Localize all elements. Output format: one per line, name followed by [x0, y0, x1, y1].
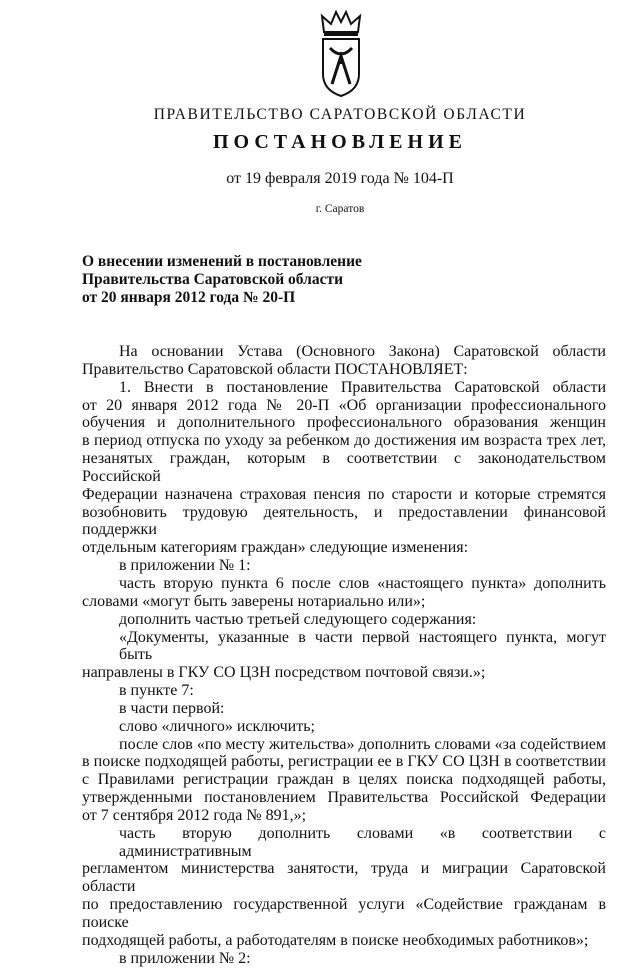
body-line: часть вторую пункта 6 после слов «настоящего пункта» дополнить — [119, 574, 606, 592]
document-date-number: от 19 февраля 2019 года № 104-П — [226, 170, 454, 187]
body-line: часть вторую дополнить словами «в соответствии с административным — [119, 824, 606, 860]
body-line: отдельным категориям граждан» следующие изменения: — [82, 539, 469, 557]
subject-line: от 20 января 2012 года № 20-П — [82, 289, 296, 306]
body-line: в части первой: — [119, 699, 225, 717]
government-name: ПРАВИТЕЛЬСТВО САРАТОВСКОЙ ОБЛАСТИ — [153, 106, 527, 123]
body-line: дополнить частью третьей следующего содержания: — [119, 610, 477, 628]
body-line: «Документы, указанные в части первой настоящего пункта, могут быть — [119, 628, 606, 664]
body-line: утвержденными постановлением Правительства Российской Федерации — [82, 789, 606, 807]
body-line: с Правилами регистрации граждан в целях поиска подходящей работы, — [82, 771, 606, 789]
document-city: г. Саратов — [315, 203, 365, 215]
document-type: ПОСТАНОВЛЕНИЕ — [213, 131, 467, 153]
body-line: Правительство Саратовской области ПОСТАНОВЛЯЕТ: — [82, 360, 468, 378]
body-line: словами «могут быть заверены нотариально или»; — [82, 592, 426, 610]
document-subject — [82, 253, 362, 307]
document-body — [82, 343, 606, 968]
body-line: в пункте 7: — [119, 682, 194, 700]
body-line: обучения и дополнительного профессионального образования женщин — [82, 414, 606, 432]
coat-of-arms-emblem — [318, 8, 364, 98]
body-line: в приложении № 1: — [119, 557, 251, 575]
body-line: по предоставлению государственной услуги «Содействие гражданам в поиске — [82, 896, 606, 931]
body-line: возобновить трудовую деятельность, и предоставлении финансовой поддержки — [82, 503, 606, 539]
body-line: Федерации назначена страховая пенсия по старости и которые стремятся — [82, 485, 606, 503]
subject-line: О внесении изменений в постановление — [82, 253, 362, 270]
body-line: направлены в ГКУ СО ЦЗН посредством почтовой связи.»; — [82, 664, 486, 682]
body-line: регламентом министерства занятости, труда и миграции Саратовской области — [82, 860, 606, 896]
body-line: подходящей работы, а работодателям в поиске необходимых работников»; — [82, 931, 589, 949]
body-line: после слов «по месту жительства» дополнить словами «за содействием — [119, 735, 606, 753]
body-line: На основании Устава (Основного Закона) Саратовской области — [119, 343, 606, 360]
body-line: в приложении № 2: — [119, 949, 251, 967]
subject-line: Правительства Саратовской области — [82, 271, 343, 288]
body-line: в период отпуска по уходу за ребенком до достижения им возраста трех лет, — [82, 432, 606, 450]
body-line: в поиске подходящей работы, регистрации ее в ГКУ СО ЦЗН в соответствии — [82, 753, 606, 771]
body-line: от 20 января 2012 года № 20-П «Об организации профессионального — [82, 396, 606, 414]
body-line: слово «личного» исключить; — [119, 717, 315, 735]
body-line: 1. Внести в постановление Правительства Саратовской области — [119, 378, 606, 396]
body-line: от 7 сентября 2012 года № 891,»; — [82, 806, 307, 824]
body-line: незанятых граждан, которым в соответствии с законодательством Российской — [82, 450, 606, 485]
